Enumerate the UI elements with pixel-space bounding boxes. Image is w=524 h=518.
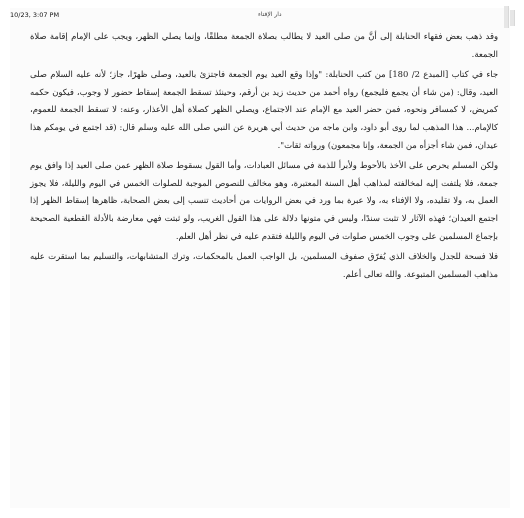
margin-marks [504, 6, 518, 28]
article-paragraph: وقد ذهب بعض فقهاء الحنابلة إلى أنَّ من صلى العيد لا يطالب بصلاة الجمعة مطلقًا، وإنما يصلي الظهر، ويجب على الإمام إقامة صلاة الجمعة. [30, 31, 498, 59]
article-paragraph: فلا فسحة للجدل والخلاف الذي يُفرّق صفوف المسلمين، بل الواجب العمل بالمحكمات، وترك المتشابهات، والتسليم بما استقرت عليه مذاهب المسلمين المتبوعة. والله تعالى أعلم. [30, 251, 498, 279]
print-header [10, 8, 510, 22]
margin-mark [510, 10, 515, 26]
article-paragraph: جاء في كتاب [المبدع 2/ 180] من كتب الحنابلة: "وإذا وقع العيد يوم الجمعة فاجتزئ بالعيد، وصلى ظهرًا، جاز؛ لأنه عليه السلام صلى العيد، وقال: (من شاء أن يجمع فليجمع) رواه أحمد من حديث زيد بن أرقم، وحينئذ تسقط الجمعة إسقاط حضور لا وجوب، فيكون حكمه كمريض، لا كمسافر ونحوه، فمن حضر العيد مع الإمام عند الاجتماع، ويصلي الظهر كصلاة أهل الأعذار، وعنه: لا تسقط الجمعة للعموم، كالإمام... هذا المذهب لما روى أبو داود، وابن ماجه من حديث أبي هريرة عن النبي صلى الله عليه وسلم قال: (قد اجتمع في يومكم هذا عيدان، فمن شاء أجزأه من الجمعة، وإنا مجمعون) ورواته ثقات". [30, 69, 498, 150]
article-body [30, 28, 498, 286]
print-timestamp: 10/23, 3:07 PM [10, 11, 60, 19]
print-site-title: دار الإفتاء [258, 11, 282, 18]
article-paragraph: ولكن المسلم يحرص على الأخذ بالأحوط ولأبرأ للذمة في مسائل العبادات، وأما القول بسقوط صلاة الظهر عمن صلى العيد إذا وافق يوم جمعة، فلا يلتفت إليه لمخالفته لمذاهب أهل السنة المعتبرة، وهو مخالف للنصوص الموجبة للصلوات الخمس في اليوم والليلة، فلا يجوز العمل به، ولا تقليده، ولا الإفتاء به، ولا عبرة بما ورد في بعض الروايات من أحاديث تنسب إلى بعض الصحابة، ظاهرها إسقاط الظهر إذا اجتمع العيدان؛ فهذه الآثار لا تثبت سندًا، وليس في متونها دلالة على هذا القول الغريب، ولو ثبتت فهي معارضة بالأدلة القطعية الصحيحة بإجماع المسلمين على وجوب الخمس صلوات في اليوم والليلة فتقدم عليه في نظر أهل العلم. [30, 160, 498, 241]
margin-mark [504, 6, 509, 28]
